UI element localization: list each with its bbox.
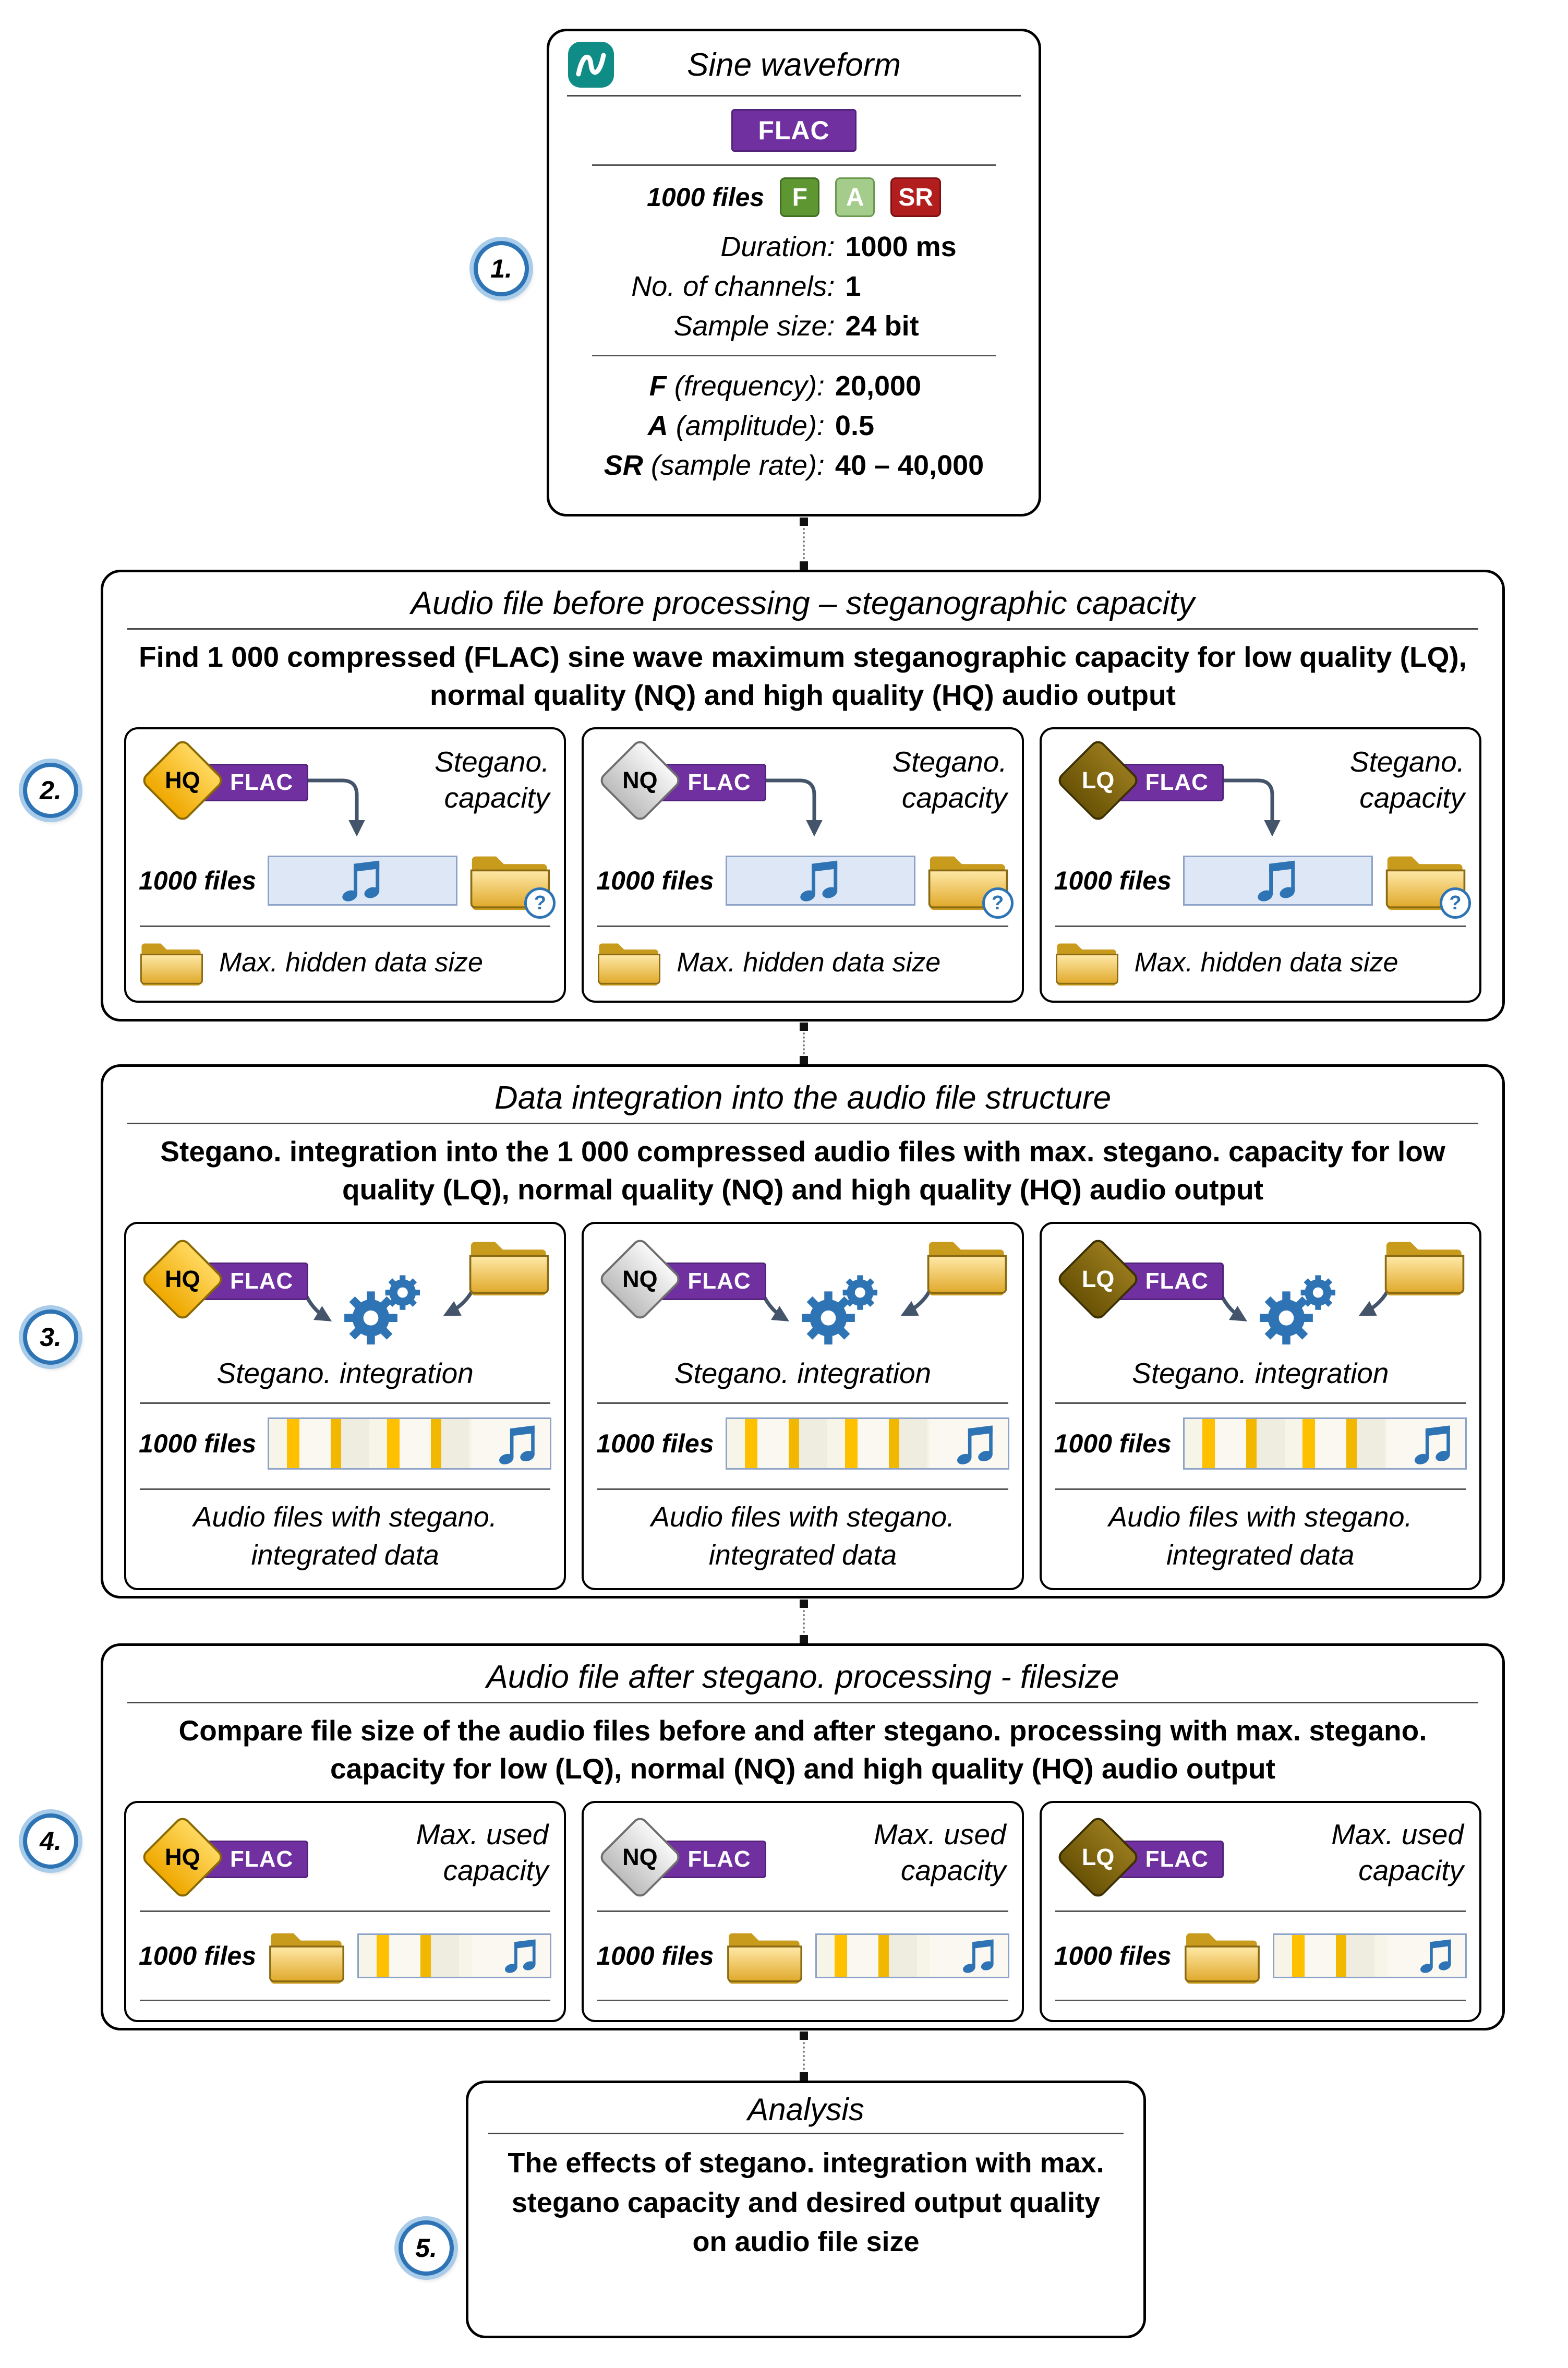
param-value: 1 [845,271,861,302]
music-notes-icon [797,860,845,901]
step-3-badge: 3. [23,1309,78,1365]
folder-icon [1054,937,1120,988]
folder-icon [726,1926,804,1986]
nq-diamond-icon: NQ [597,738,683,823]
separator [597,1910,1008,1912]
separator [597,1402,1008,1404]
result-row [1054,937,1467,988]
lq-flac-combo [1054,739,1229,824]
generation-ranges [567,370,1021,482]
separator [140,1402,550,1404]
lq-flac-combo [1054,1816,1229,1901]
max-hidden-data-label: Max. hidden data size [1134,947,1398,978]
range-label: A (amplitude): [647,410,825,441]
gears-icon [1256,1273,1339,1349]
range-value: 0.5 [835,410,874,441]
files-count-label: 1000 files [139,1941,257,1971]
music-notes-icon [1411,1424,1457,1465]
lq-diamond-icon: LQ [1055,1236,1141,1322]
stage3-panel-lq [1040,1222,1481,1590]
audio-files-row [596,848,1009,913]
param-label: Sample size: [673,310,835,342]
stage4-panels [124,1801,1481,2022]
folder-icon [139,937,204,988]
panel-header-row [1054,739,1467,841]
music-notes-icon [1254,860,1302,901]
stage4-panel-nq [582,1801,1023,2022]
sample-rate-badge: SR [890,177,941,217]
separator [592,164,996,166]
files-count-label: 1000 files [596,1429,714,1459]
audio-files-row [139,1922,551,1989]
step-2-badge: 2. [23,763,78,818]
separator [1055,925,1466,927]
panel-header-row [596,739,1009,841]
stage3-panels [124,1222,1481,1590]
connector-line [803,520,805,568]
files-count-label: 1000 files [139,1429,257,1459]
panel-header-row [596,1812,1009,1906]
stage2-title: Audio file before processing – steganographic capacity [127,580,1478,630]
integrated-data-label: Audio files with stegano. integrated data [650,1501,955,1571]
stegano-integration-label: Stegano. integration [216,1357,474,1390]
panel-header-row [1054,1812,1467,1906]
stage1-header [567,41,1021,97]
files-row [567,177,1021,217]
files-count-label: 1000 files [1054,1941,1172,1971]
panel-header-row [596,1233,1009,1351]
step-4-badge: 4. [23,1813,78,1869]
gears-icon [340,1273,424,1349]
music-notes-icon [1417,1938,1457,1974]
stage1-title: Sine waveform [686,46,901,83]
capacity-folder [1384,849,1467,912]
stegano-integration-label: Stegano. integration [1132,1357,1389,1390]
panel-header-row [139,1233,551,1351]
question-mark-badge: ? [982,887,1014,919]
stegano-capacity-label: Stegano. capacity [1349,746,1465,814]
files-count-label: 1000 files [596,1941,714,1971]
max-hidden-data-label: Max. hidden data size [677,947,941,978]
stage1-sine-waveform-box [547,29,1041,516]
stage4-panel-hq [124,1801,566,2022]
folder-icon [1183,1926,1261,1986]
flac-badge: FLAC [1116,1841,1224,1878]
panel-header-row [139,1812,551,1906]
music-notes-icon [960,1938,999,1974]
music-notes-icon [502,1938,541,1974]
separator [597,925,1008,927]
flac-badge: FLAC [200,764,308,801]
folder-icon [926,1234,1008,1298]
param-label: No. of channels: [631,271,835,302]
separator [140,2000,550,2001]
param-value: 24 bit [845,310,919,342]
separator [1055,1910,1466,1912]
hq-diamond-icon: HQ [140,1236,225,1322]
audio-files-bar [268,856,457,906]
stegano-audio-bar [726,1417,1009,1470]
max-used-capacity-label: Max. used capacity [416,1818,549,1886]
result-row [596,937,1009,988]
step-1-badge: 1. [474,241,529,296]
audio-files-row [1054,848,1467,913]
separator [140,925,550,927]
files-count-label: 1000 files [647,183,765,212]
stage3-panel-nq [582,1222,1023,1590]
separator [597,2000,1008,2001]
hq-flac-combo [139,1816,314,1901]
separator [592,355,996,356]
stegano-audio-bar [1273,1933,1467,1978]
capacity-folder [469,849,551,912]
flow-arrow-icon [305,773,383,846]
stage2-panel-hq [124,727,566,1003]
audio-files-row [1054,1922,1467,1989]
audio-files-row [139,848,551,913]
flac-badge: FLAC [1116,764,1224,801]
music-notes-icon [339,860,387,901]
flac-badge: FLAC [200,1841,308,1878]
range-label: F (frequency): [649,370,825,402]
stage4-filesize-box [101,1643,1505,2030]
folder-icon [268,1926,346,1986]
integrated-data-label: Audio files with stegano. integrated data [193,1501,497,1571]
stegano-audio-bar [815,1933,1009,1978]
files-count-label: 1000 files [596,866,714,896]
audio-files-bar [1183,856,1373,906]
stage3-title: Data integration into the audio file structure [127,1074,1478,1124]
stage3-integration-box [101,1064,1505,1598]
audio-files-row [596,1922,1009,1989]
connector-line [803,1025,805,1062]
stegano-audio-bar [268,1417,551,1470]
flac-badge: FLAC [658,1841,766,1878]
stage2-panel-nq [582,727,1023,1003]
question-mark-badge: ? [1440,887,1471,919]
lq-diamond-icon: LQ [1055,1814,1141,1900]
nq-flac-combo [596,1816,771,1901]
max-used-capacity-label: Max. used capacity [1331,1818,1464,1886]
hq-flac-combo [139,739,314,824]
stage2-panels [124,727,1481,1003]
hq-diamond-icon: HQ [140,738,225,823]
nq-diamond-icon: NQ [597,1236,683,1322]
audio-files-row [1054,1411,1467,1476]
stage5-title: Analysis [488,2091,1124,2134]
stegano-capacity-label: Stegano. capacity [435,746,550,814]
flac-badge: FLAC [731,109,856,152]
music-notes-icon [496,1424,541,1465]
stage4-title: Audio file after stegano. processing - filesize [127,1653,1478,1703]
question-mark-badge: ? [524,887,556,919]
max-hidden-data-label: Max. hidden data size [219,947,483,978]
separator [1055,1488,1466,1490]
nq-flac-combo [596,739,771,824]
stegano-capacity-label: Stegano. capacity [892,746,1007,814]
waveform-params [567,231,1021,342]
separator [597,1488,1008,1490]
sine-wave-icon [567,41,615,89]
nq-diamond-icon: NQ [597,1814,683,1900]
files-count-label: 1000 files [139,866,257,896]
audio-files-row [139,1411,551,1476]
stage4-subtitle: Compare file size of the audio files before and after stegano. processing with max. stegano. capacity for low (LQ), normal (NQ) and high quality (HQ) audio output [178,1714,1427,1785]
result-row [139,937,551,988]
param-value: 1000 ms [845,231,957,262]
range-value: 40 – 40,000 [835,450,984,481]
audio-files-bar [726,856,915,906]
range-label: SR (sample rate): [604,450,825,481]
nq-flac-combo [596,1237,771,1323]
stage3-subtitle: Stegano. integration into the 1 000 compressed audio files with max. stegano. capacity for low quality (LQ), normal quality (NQ) and high quality (HQ) audio output [160,1135,1445,1206]
separator [1055,1402,1466,1404]
step-5-badge: 5. [399,2220,454,2276]
music-notes-icon [954,1424,999,1465]
stegano-integration-label: Stegano. integration [674,1357,932,1390]
frequency-badge: F [780,177,819,217]
stegano-audio-bar [1183,1417,1467,1470]
stegano-audio-bar [357,1933,551,1978]
integrated-data-label: Audio files with stegano. integrated data [1108,1501,1413,1571]
stage3-panel-hq [124,1222,566,1590]
flow-arrow-icon [762,773,840,846]
range-value: 20,000 [835,370,922,402]
separator [140,1488,550,1490]
connector-line [803,1602,805,1641]
audio-files-row [596,1411,1009,1476]
max-used-capacity-label: Max. used capacity [873,1818,1006,1886]
separator [140,1910,550,1912]
stage5-analysis-box [466,2081,1146,2338]
amplitude-badge: A [835,177,875,217]
folder-icon [1383,1234,1466,1298]
files-count-label: 1000 files [1054,1429,1172,1459]
folder-icon [468,1234,550,1298]
flow-arrow-icon [1220,773,1298,846]
flac-badge: FLAC [1116,1263,1224,1300]
panel-header-row [1054,1233,1467,1351]
lq-diamond-icon: LQ [1055,738,1141,823]
flac-badge: FLAC [200,1263,308,1300]
files-count-label: 1000 files [1054,866,1172,896]
stage2-subtitle: Find 1 000 compressed (FLAC) sine wave maximum steganographic capacity for low quality (LQ), normal quality (NQ) and high quality (HQ) audio output [139,641,1467,711]
gears-icon [798,1273,881,1349]
stage5-summary: The effects of stegano. integration with max. stegano capacity and desired output quality on audio file size [508,2147,1104,2258]
flac-badge: FLAC [658,1263,766,1300]
flac-row [567,109,1021,152]
stage4-panel-lq [1040,1801,1481,2022]
panel-header-row [139,739,551,841]
capacity-folder [927,849,1009,912]
lq-flac-combo [1054,1237,1229,1323]
param-label: Duration: [720,231,835,262]
hq-flac-combo [139,1237,314,1323]
stage2-capacity-box [101,570,1505,1021]
separator [1055,2000,1466,2001]
stage2-panel-lq [1040,727,1481,1003]
hq-diamond-icon: HQ [140,1814,225,1900]
flac-badge: FLAC [658,764,766,801]
connector-line [803,2034,805,2078]
folder-icon [596,937,662,988]
